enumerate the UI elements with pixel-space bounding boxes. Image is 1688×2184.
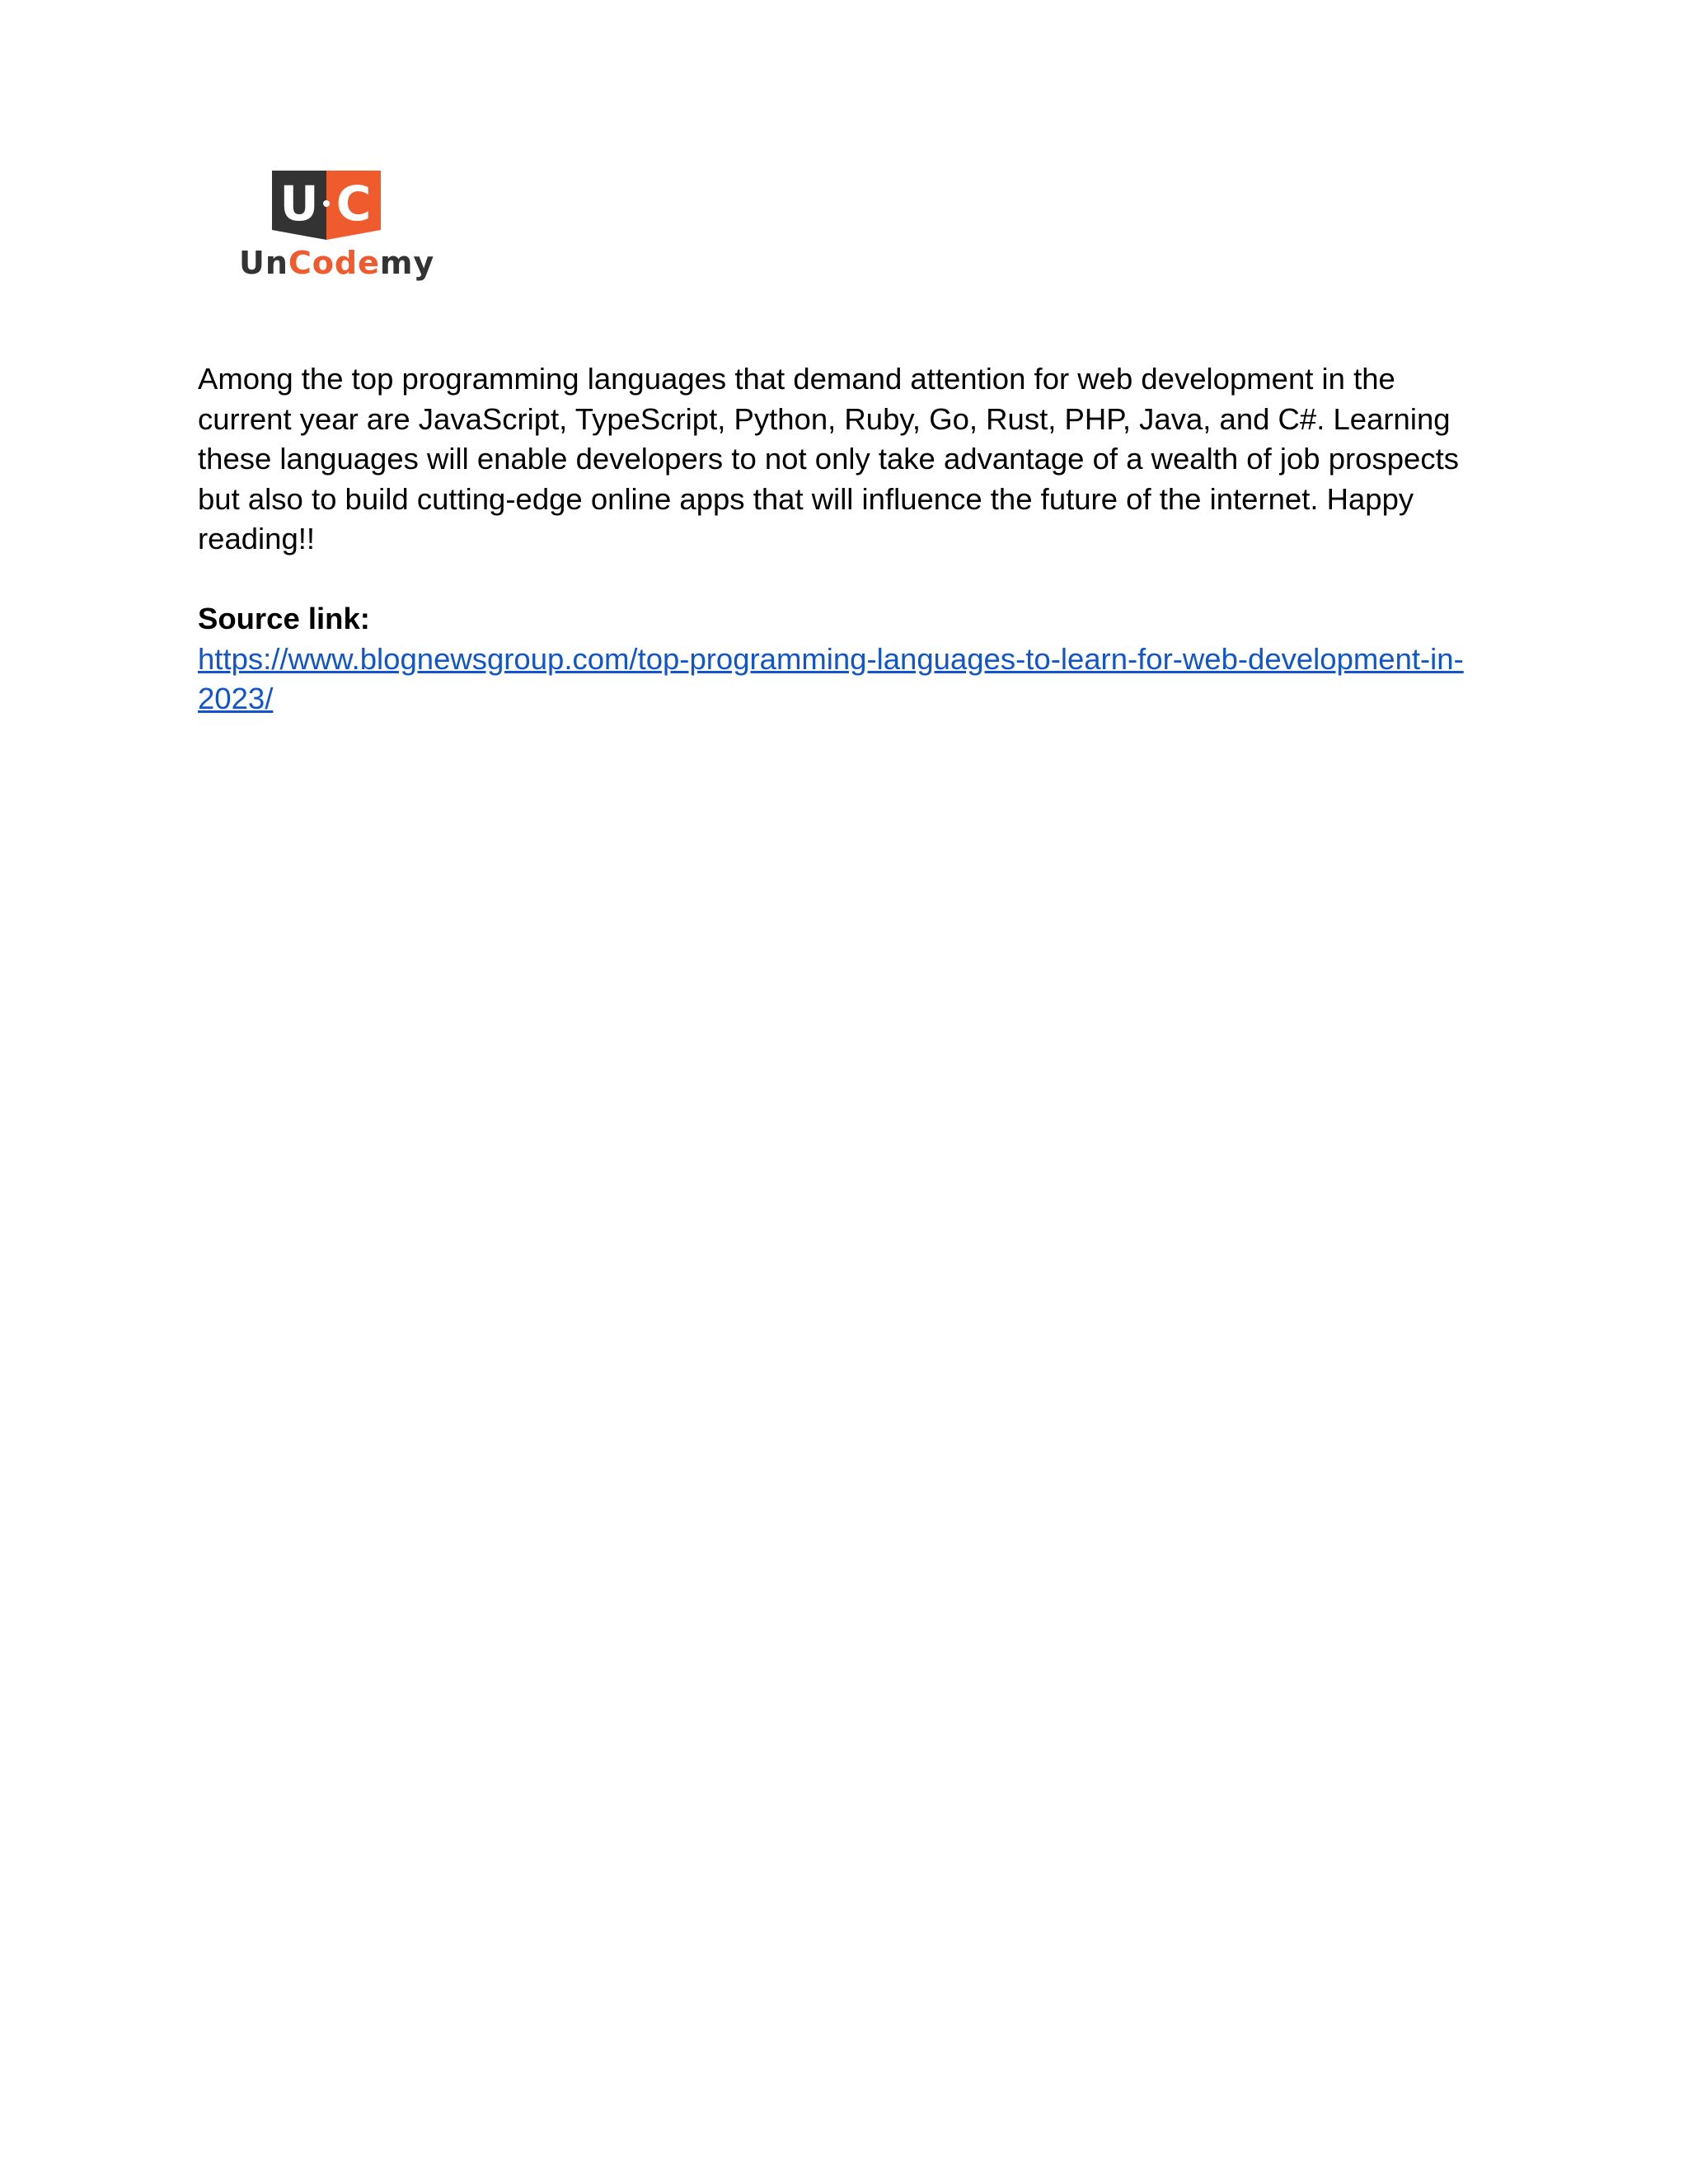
svg-text:U: U	[279, 176, 319, 232]
logo-word-part-un: Un	[239, 245, 288, 281]
logo-wordmark	[239, 245, 435, 281]
svg-text:C: C	[335, 176, 372, 232]
source-link[interactable]: https://www.blognewsgroup.com/top-programming-languages-to-learn-for-web-development-in-2023/	[198, 641, 1464, 715]
document-body	[198, 359, 1484, 719]
logo-word-part-my: my	[379, 245, 435, 281]
source-label: Source link:	[198, 602, 370, 635]
body-paragraph: Among the top programming languages that demand attention for web development in the current year are JavaScript, TypeScript, Python, Ruby, Go, Rust, PHP, Java, and C#. Learning these languages will enable developers to not only take advantage of a wealth of job prospects but also to build cutting-edge online apps that will influence the future of the internet. Happy reading!!	[198, 362, 1459, 555]
logo-word-part-code: Code	[288, 245, 380, 281]
uc-logo-mark	[272, 171, 381, 240]
uncodemy-logo	[239, 169, 435, 288]
